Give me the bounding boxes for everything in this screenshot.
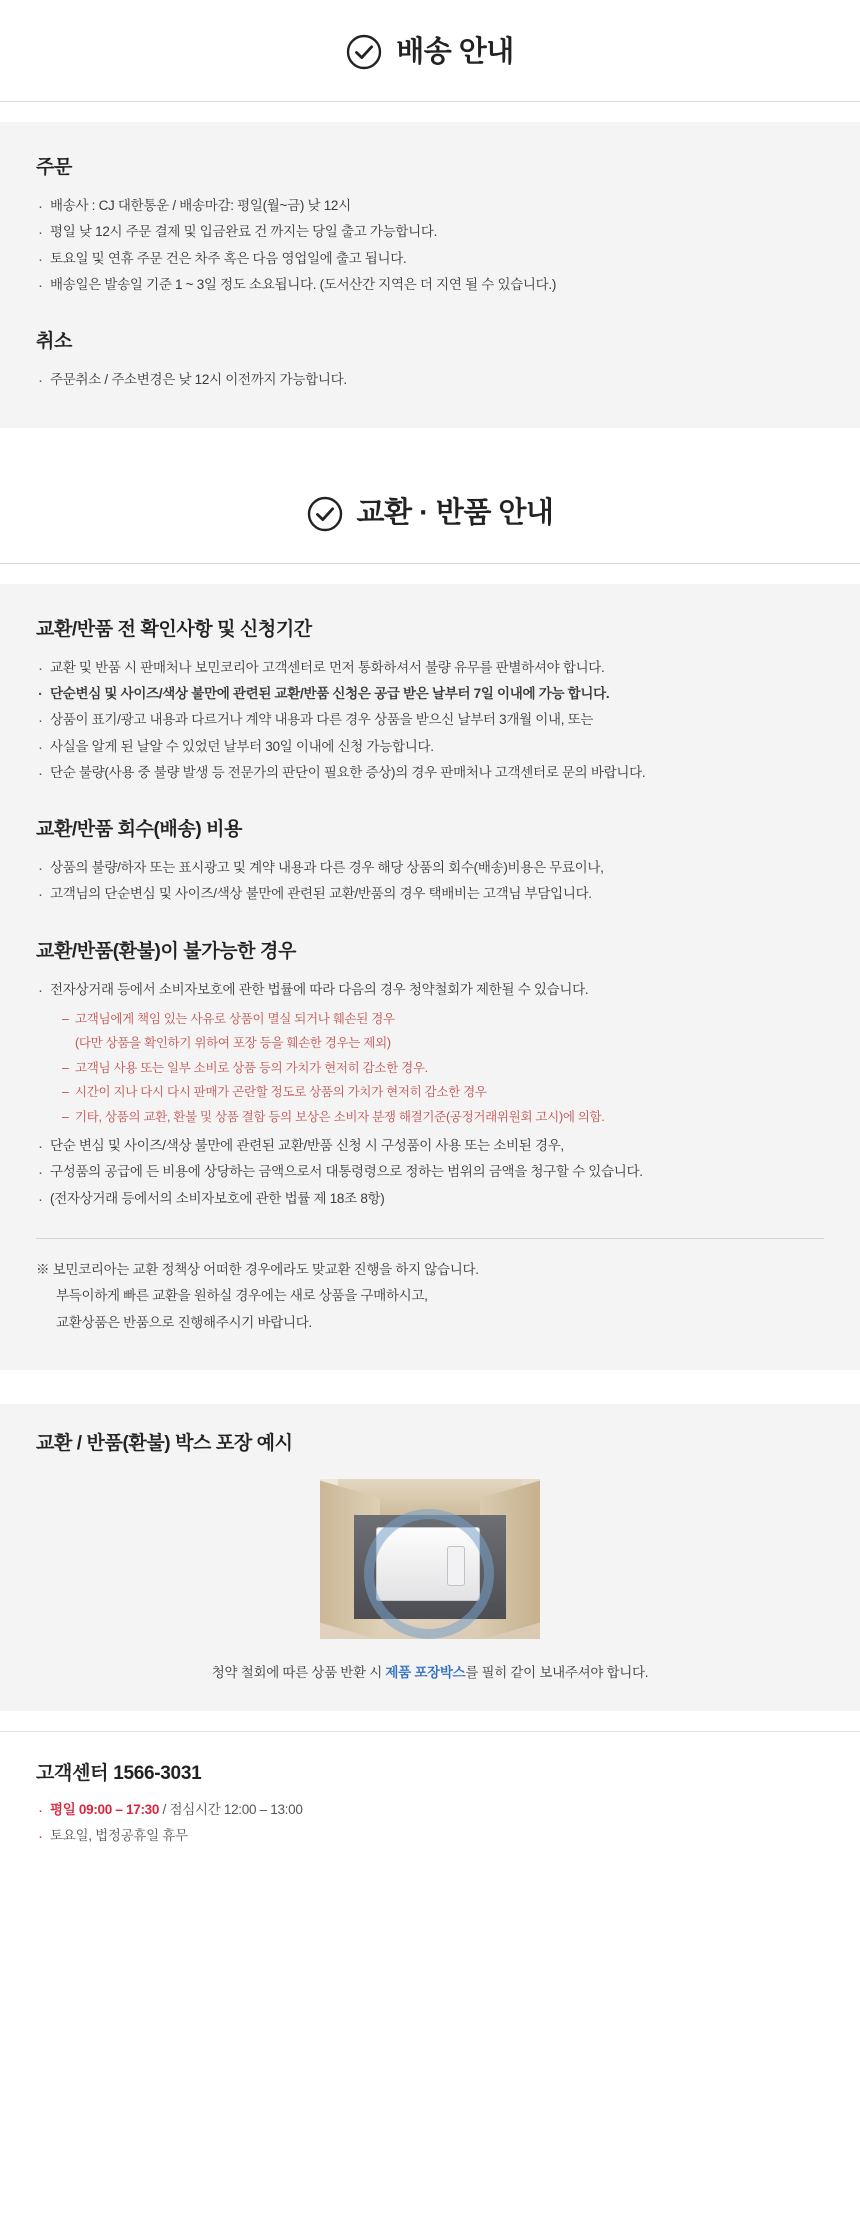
caption-after: 를 필히 같이 보내주셔야 합니다. [465,1664,649,1680]
note-line: ※ 보민코리아는 교환 정책상 어떠한 경우에라도 맞교환 진행을 하지 않습니다. [36,1261,479,1277]
list-item: · 단순 불량(사용 중 불량 발생 등 전문가의 판단이 필요한 증상)의 경우 판매처나 고객센터로 문의 바랍니다. [36,760,824,786]
sub-list-item-note: (다만 상품을 확인하기 위하여 포장 등을 훼손한 경우는 제외) [75,1036,391,1051]
exchange-section-header [0,462,860,564]
list-item: · 평일 낮 12시 주문 결제 및 입금완료 건 까지는 당일 출고 가능합니다. [36,219,824,245]
caption-highlight: 제품 포장박스 [385,1664,466,1680]
shipping-fee-title: 교환/반품 회수(배송) 비용 [36,819,243,841]
note-line: 교환상품은 반품으로 진행해주시기 바랍니다. [56,1314,312,1330]
list-item [36,1823,824,1849]
cancel-block-title: 취소 [36,331,72,353]
packaging-photo [320,1479,540,1639]
list-item-continued: · 고객님의 단순변심 및 사이즈/색상 불만에 관련된 교환/반품의 경우 택배비는 고객님 부담입니다. [36,881,824,907]
customer-center-section [0,1731,860,1884]
list-item: · 상품이 표기/광고 내용과 다르거나 계약 내용과 다른 경우 상품을 받으신 날부터 3개월 이내, 또는 [36,707,824,733]
order-block-title: 주문 [36,157,72,178]
highlight-circle-annotation [364,1509,494,1639]
spacer [0,564,860,584]
shipping-section-header [0,0,860,102]
packaging-caption [36,1661,824,1681]
shipping-fee-list [36,855,824,908]
lunch-hours: / 점심시간 12:00 – 13:00 [159,1801,303,1817]
exchange-panel [0,584,860,1370]
list-item-continued: · 구성품의 공급에 든 비용에 상당하는 금액으로서 대통령령으로 정하는 범위의 금액을 청구할 수 있습니다. [36,1159,824,1185]
exchange-section-title: 교환 · 반품 안내 [356,497,554,530]
shipping-section-title: 배송 안내 [396,35,514,68]
list-item [36,1797,824,1823]
check-circle-icon [307,496,343,532]
spacer [0,1711,860,1731]
precheck-title: 교환/반품 전 확인사항 및 신청기간 [36,618,312,640]
list-item: · 전자상거래 등에서 소비자보호에 관한 법률에 따라 다음의 경우 청약철회가 제한될 수 있습니다. [36,977,824,1003]
list-item: · 상품의 불량/하자 또는 표시광고 및 계약 내용과 다른 경우 해당 상품의 회수(배송)비용은 무료이나, [36,855,824,881]
list-item: · 배송사 : CJ 대한통운 / 배송마감: 평일(월~금) 낮 12시 [36,193,824,219]
list-item: · 단순 변심 및 사이즈/색상 불만에 관련된 교환/반품 신청 시 구성품이 사용 또는 소비된 경우, [36,1133,824,1159]
shipping-panel [0,122,860,428]
divider [36,1238,824,1239]
list-item: · 배송일은 발송일 기준 1 ~ 3일 정도 소요됩니다. (도서산간 지역은 더 지연 될 수 있습니다.) [36,272,824,298]
spacer [0,428,860,462]
policy-note [36,1257,824,1336]
precheck-list [36,655,824,787]
customer-center-title: 고객센터 1566-3031 [36,1762,202,1784]
packaging-example-body [0,1473,860,1711]
list-item-continued: · (전자상거래 등에서의 소비자보호에 관한 법률 제 18조 8항) [36,1186,824,1212]
sub-list-item: – 시간이 지나 다시 다시 판매가 곤란할 정도로 상품의 가치가 현저히 감소한 경우 [62,1080,824,1104]
list-item: · 교환 및 반품 시 판매처나 보민코리아 고객센터로 먼저 통화하셔서 불량 유무를 판별하셔야 합니다. [36,655,824,681]
list-item: · 주문취소 / 주소변경은 낮 12시 이전까지 가능합니다. [36,367,824,393]
cancel-list [36,367,824,393]
sub-list-item: – 고객님에게 책임 있는 사유로 상품이 멸실 되거나 훼손된 경우 [62,1007,824,1031]
customer-center-list [36,1797,824,1850]
list-item-highlight: · 단순변심 및 사이즈/색상 불만에 관련된 교환/반품 신청은 공급 받은 날부터 7일 이내에 가능 합니다. [36,681,824,707]
spacer [0,1370,860,1404]
spacer [0,102,860,122]
list-item-continued: · 사실을 알게 된 날알 수 있었던 날부터 30일 이내에 신청 가능합니다. [36,734,824,760]
impossible-list-2 [36,1133,824,1212]
impossible-title: 교환/반품(환불)이 불가능한 경우 [36,940,296,962]
weekday-hours: 평일 09:00 – 17:30 [50,1801,160,1817]
list-item: · 토요일 및 연휴 주문 건은 차주 혹은 다음 영업일에 출고 됩니다. [36,246,824,272]
caption-before: 청약 철회에 따른 상품 반환 시 [211,1664,386,1680]
impossible-list [36,977,824,1003]
holiday-note: 토요일, 법정공휴일 휴무 [50,1828,188,1844]
check-circle-icon [346,34,382,70]
sub-list-item: – 고객님 사용 또는 일부 소비로 상품 등의 가치가 현저히 감소한 경우. [62,1056,824,1080]
sub-list-item: – 기타, 상품의 교환, 환불 및 상품 결함 등의 보상은 소비자 분쟁 해결기준(공정거래위원회 고시)에 의함. [62,1105,824,1129]
note-line: 부득이하게 빠른 교환을 원하실 경우에는 새로 상품을 구매하시고, [56,1288,428,1304]
order-list [36,193,824,298]
packaging-example-title: 교환 / 반품(환불) 박스 포장 예시 [0,1404,860,1473]
impossible-sub-list [36,1007,824,1129]
